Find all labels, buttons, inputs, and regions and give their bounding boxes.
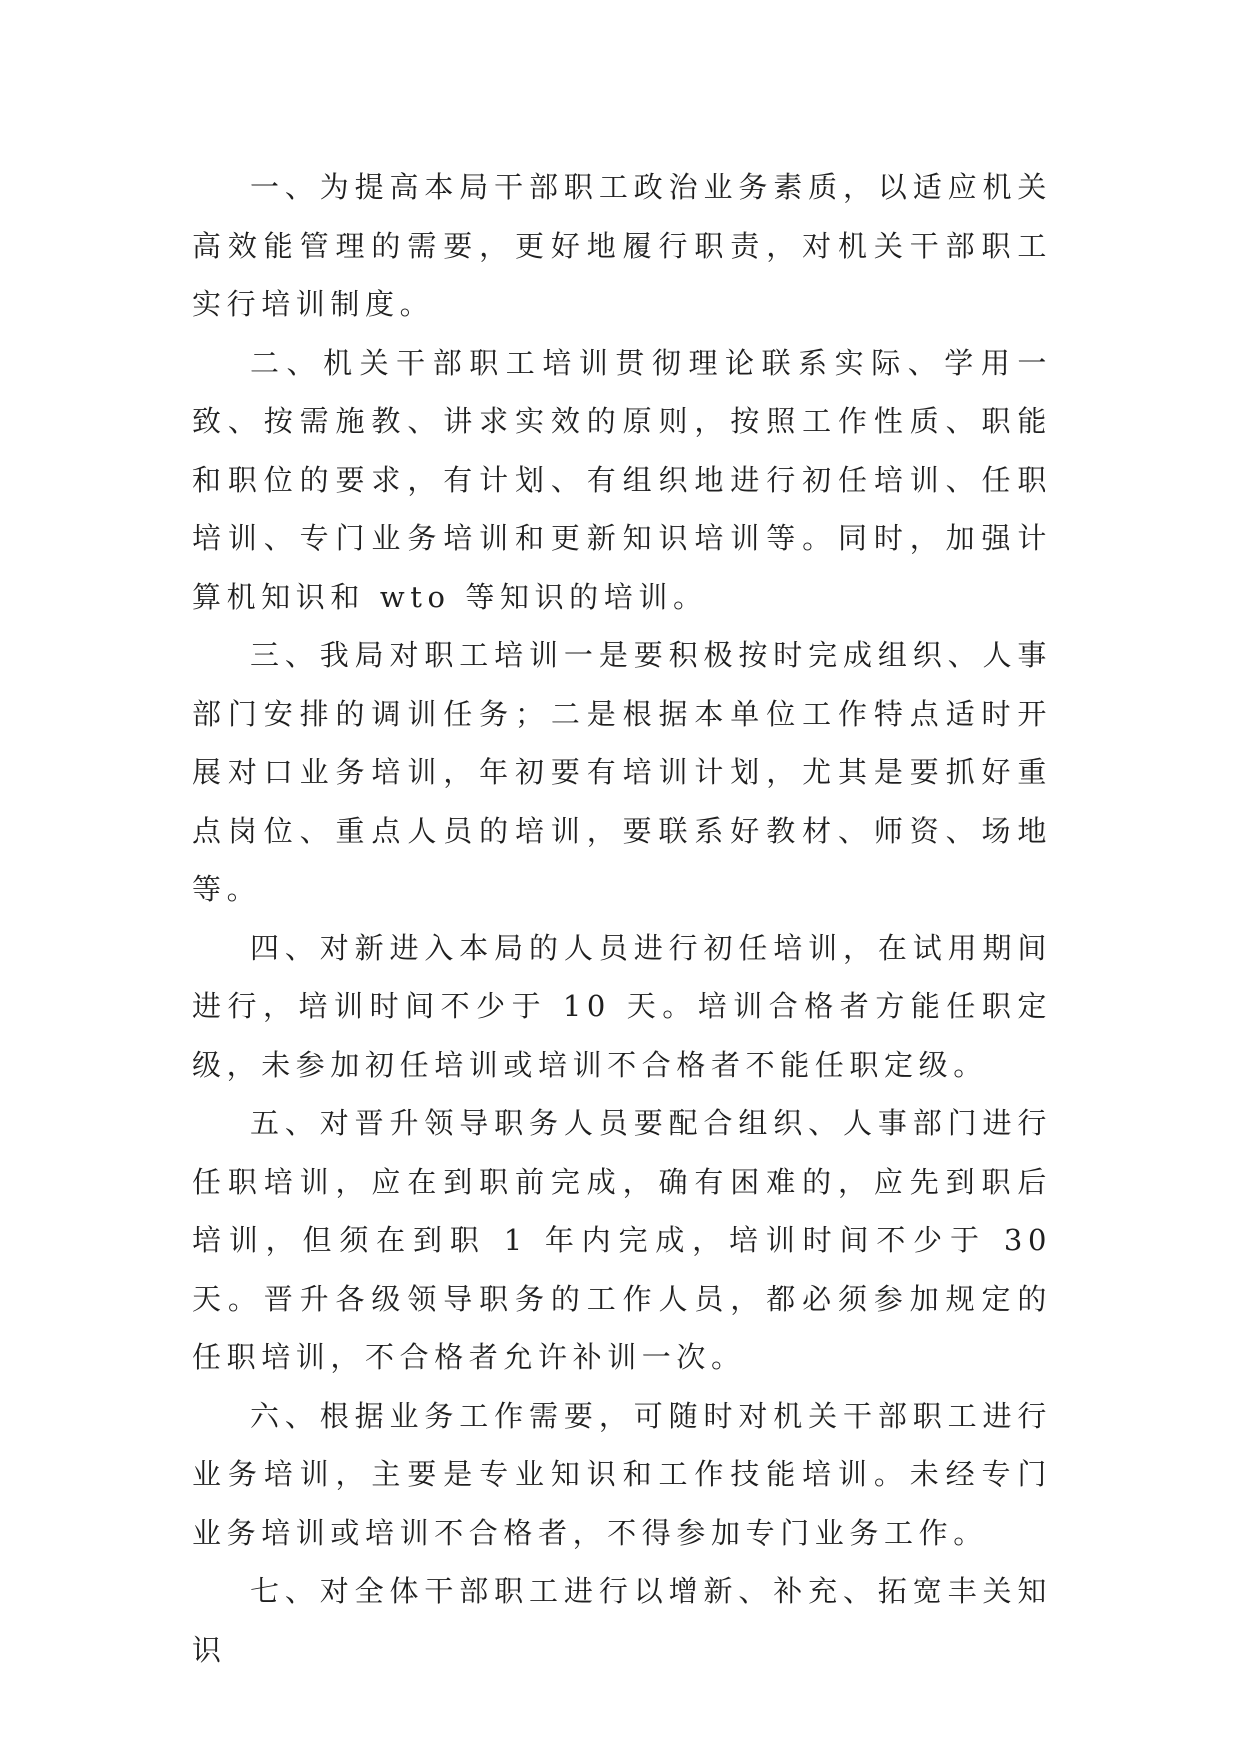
paragraph-2: 二、机关干部职工培训贯彻理论联系实际、学用一致、按需施教、讲求实效的原则，按照工作性质、职能和职位的要求，有计划、有组织地进行初任培训、任职培训、专门业务培训和更新知识培训等。同时，加强计算机知识和 wto 等知识的培训。	[192, 345, 1052, 614]
paragraph-1: 一、为提高本局干部职工政治业务素质，以适应机关高效能管理的需要，更好地履行职责，对机关干部职工实行培训制度。	[192, 170, 1052, 321]
paragraph-5: 五、对晋升领导职务人员要配合组织、人事部门进行任职培训，应在到职前完成，确有困难的，应先到职后培训，但须在到职 1 年内完成，培训时间不少于 30 天。晋升各级领导职务的工作人员，都必须参加规定的任职培训，不合格者允许补训一次。	[192, 1106, 1052, 1374]
document-body	[192, 158, 1052, 1679]
paragraph-7: 七、对全体干部职工进行以增新、补充、拓宽丰关知识	[192, 1574, 1052, 1667]
paragraph-4: 四、对新进入本局的人员进行初任培训，在试用期间进行，培训时间不少于 10 天。培训合格者方能任职定级，未参加初任培训或培训不合格者不能任职定级。	[192, 930, 1052, 1082]
paragraph-6: 六、根据业务工作需要，可随时对机关干部职工进行业务培训，主要是专业知识和工作技能培训。未经专门业务培训或培训不合格者，不得参加专门业务工作。	[192, 1398, 1052, 1550]
paragraph-3: 三、我局对职工培训一是要积极按时完成组织、人事部门安排的调训任务；二是根据本单位工作特点适时开展对口业务培训，年初要有培训计划，尤其是要抓好重点岗位、重点人员的培训，要联系好教材、师资、场地等。	[192, 638, 1052, 906]
